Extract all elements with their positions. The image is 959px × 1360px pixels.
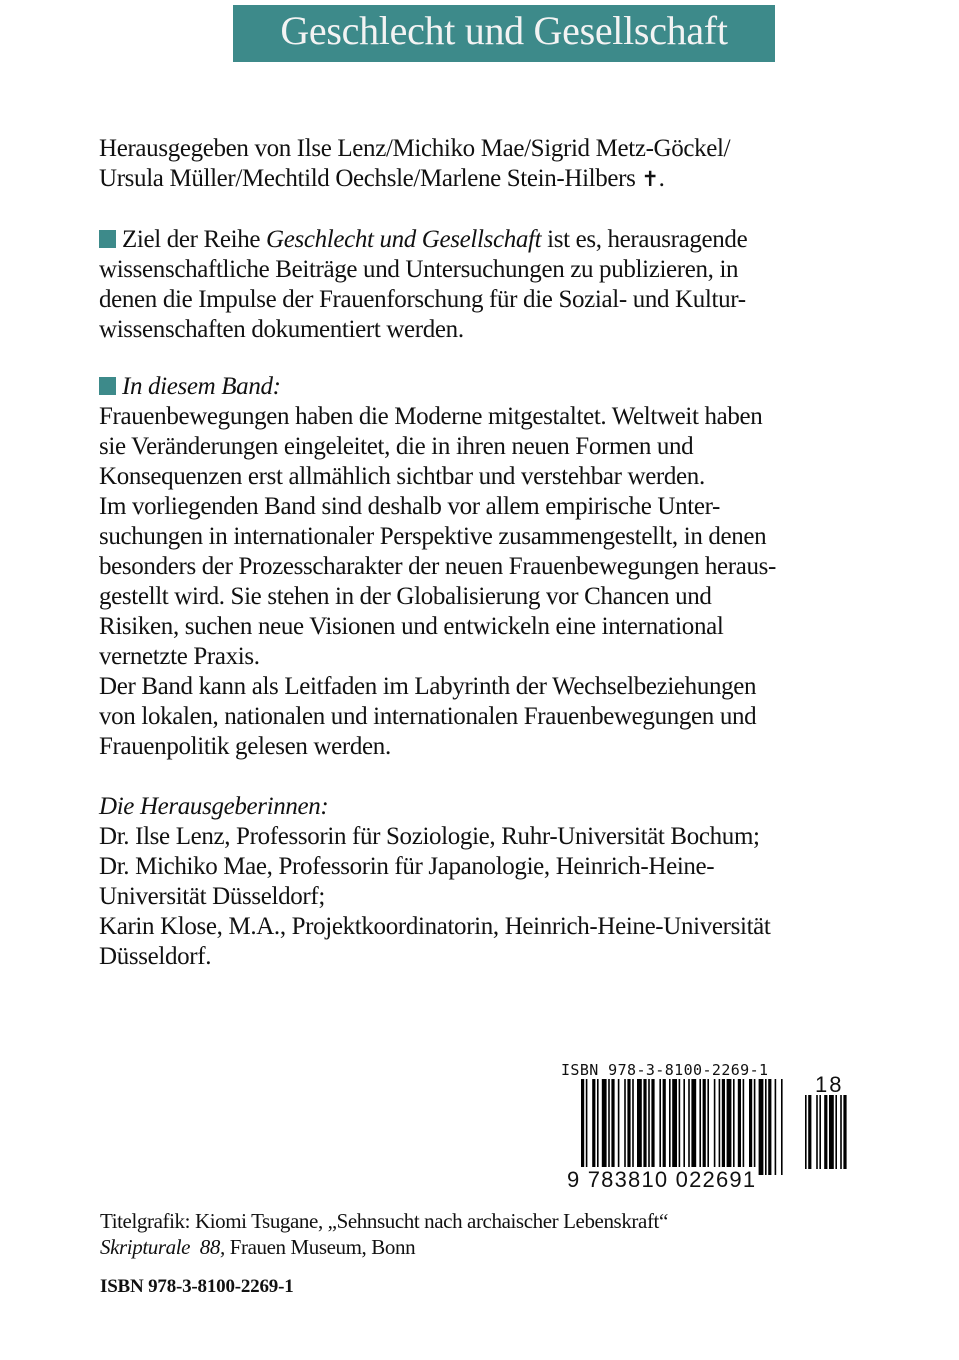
volume-line: Frauenpolitik gelesen werden. xyxy=(99,733,391,760)
volume-line: vernetzte Praxis. xyxy=(99,643,260,670)
volume-line: von lokalen, nationalen und internationalen Frauenbewegungen und xyxy=(99,703,757,730)
editors-line-2-text: Ursula Müller/Mechtild Oechsle/Marlene Stein-Hilbers xyxy=(99,165,636,192)
credit-artwork-title: Skripturale 88, xyxy=(100,1235,225,1259)
editors-line-2-end: . xyxy=(658,165,665,192)
editors-bio-heading xyxy=(99,792,879,822)
volume-line: Im vorliegenden Band sind deshalb vor allem empirische Unter- xyxy=(99,493,721,520)
volume-line: sie Veränderungen eingeleitet, die in ihren neuen Formen und xyxy=(99,433,694,460)
editors-line-2 xyxy=(99,164,879,194)
aim-line-2: wissenschaftliche Beiträge und Untersuchungen zu publizieren, in xyxy=(99,256,739,283)
volume-line: Konsequenzen erst allmählich sichtbar und verstehbar werden. xyxy=(99,463,705,490)
teal-square-icon xyxy=(99,377,116,395)
credit-line-2 xyxy=(100,1234,668,1260)
editors-block xyxy=(99,134,879,194)
barcode-ean-digits: 9 783810 022691 xyxy=(567,1167,757,1192)
editor-bio-line: Dr. Ilse Lenz, Professorin für Soziologie, Ruhr-Universität Bochum; xyxy=(99,823,760,850)
editor-bio-line: Dr. Michiko Mae, Professorin für Japanologie, Heinrich-Heine- xyxy=(99,853,715,880)
volume-line: gestellt wird. Sie stehen in der Globalisierung vor Chancen und xyxy=(99,583,712,610)
editor-bio-line: Düsseldorf. xyxy=(99,943,212,970)
isbn-footer: ISBN 978-3-8100-2269-1 xyxy=(100,1276,294,1297)
volume-description-block xyxy=(99,372,879,762)
editors-bio-block xyxy=(99,792,879,972)
aim-line-1-post: ist es, herausragende xyxy=(541,226,748,253)
isbn-barcode xyxy=(561,1061,851,1191)
volume-line: suchungen in internationaler Perspektive zusammengestellt, in denen xyxy=(99,523,767,550)
volume-heading-line xyxy=(99,372,879,402)
aim-line-1 xyxy=(99,225,879,255)
volume-heading: In diesem Band: xyxy=(122,373,281,400)
barcode-addon-digits: 18 xyxy=(815,1072,844,1097)
series-banner: Geschlecht und Gesellschaft xyxy=(233,5,775,62)
aim-line-1-pre: Ziel der Reihe xyxy=(122,226,266,253)
series-aim-block xyxy=(99,225,879,345)
volume-line: Frauenbewegungen haben die Moderne mitgestaltet. Weltweit haben xyxy=(99,403,763,430)
barcode-isbn-label: ISBN 978-3-8100-2269-1 xyxy=(561,1061,769,1079)
aim-line-3: denen die Impulse der Frauenforschung für die Sozial- und Kultur- xyxy=(99,286,746,313)
editor-bio-line: Universität Düsseldorf; xyxy=(99,883,325,910)
aim-line-4: wissenschaften dokumentiert werden. xyxy=(99,316,464,343)
editor-bio-line: Karin Klose, M.A., Projektkoordinatorin, Heinrich-Heine-Universität xyxy=(99,913,771,940)
cover-credit xyxy=(100,1208,668,1260)
editors-bio-heading-text: Die Herausgeberinnen: xyxy=(99,793,329,820)
aim-series-title: Geschlecht und Gesellschaft xyxy=(266,226,542,253)
volume-line: Der Band kann als Leitfaden im Labyrinth der Wechselbeziehungen xyxy=(99,673,757,700)
dagger-icon: ✝ xyxy=(641,167,659,191)
credit-museum: Frauen Museum, Bonn xyxy=(224,1235,416,1259)
teal-square-icon xyxy=(99,230,116,248)
volume-line: besonders der Prozesscharakter der neuen Frauenbewegungen heraus- xyxy=(99,553,776,580)
editors-line-1: Herausgegeben von Ilse Lenz/Michiko Mae/Sigrid Metz-Göckel/ xyxy=(99,135,731,162)
credit-line-1: Titelgrafik: Kiomi Tsugane, „Sehnsucht nach archaischer Lebenskraft“ xyxy=(100,1209,668,1233)
volume-line: Risiken, suchen neue Visionen und entwickeln eine international xyxy=(99,613,724,640)
